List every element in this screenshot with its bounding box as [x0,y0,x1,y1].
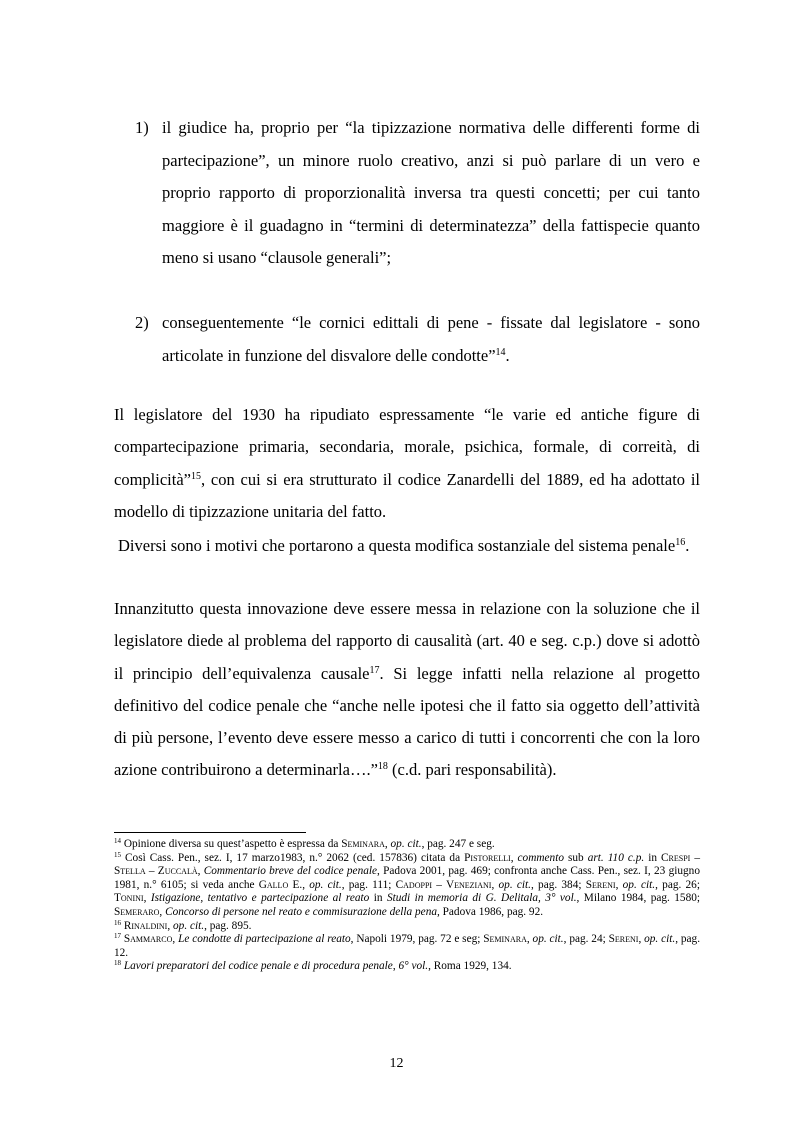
footnote-ref-17: 17 [369,664,380,676]
list-item-2 [135,307,700,372]
paragraph-1: Il legislatore del 1930 ha ripudiato espressamente “le varie ed antiche figure di compartecipazione primaria, secondaria, morale, psichica, formale, di correità, di complicità”$^{15}$, con cui si era strutturato il codice Zanardelli del 1889, ed ha adottato il modello di tipizzazione unitaria del fatto. [114,405,700,521]
footnote-17: $^{17}$ Sammarco, Le condotte di partecipazione al reato, Napoli 1979, pag. 72 e seg; Seminara, op. cit., pag. 24; Sereni, op. cit., pag. 12. [114,932,701,959]
list-number: 1) [135,118,149,137]
page-number: 12 [389,1056,404,1071]
footnote-ref-16: 16 [675,537,686,548]
footnote-ref-18: 18 [377,761,388,773]
footnote-18: $^{18}$ Lavori preparatori del codice penale e di procedura penale, 6° vol., Roma 1929, 134. [114,959,512,973]
footnote-15: $^{15}$ Così Cass. Pen., sez. I, 17 marzo1983, n.° 2062 (ced. 157836) citata da Pistorelli, commento sub art. 110 c.p. in Crespi – Stella – Zuccalà, Commentario breve del codice penale, Padova 2001, pag. 469; confronta anche Cass. Pen., sez. I, 23 giugno 1981, n.° 6105; si veda anche Gallo E., op. cit., pag. 111; Cadoppi – Veneziani, op. cit., pag. 384; Sereni, op. cit., pag. 26; Tonini, Istigazione, tentativo e partecipazione al reato in Studi in memoria di G. Delitala, 3° vol., Milano 1984, pag. 1580; Semeraro, Concorso di persone nel reato e commisurazione della pena, Padova 1986, pag. 92. [114,850,701,918]
list-text: conseguentemente “le cornici edittali di pene - fissate dal legislatore - sono articolate in funzione del disvalore delle condotte”$^{14}$. [162,313,700,365]
footnotes [114,838,700,974]
footnote-16: $^{16}$ Rinaldini, op. cit., pag. 895. [114,918,252,932]
list-number: 2) [135,313,149,332]
paragraph-2: Diversi sono i motivi che portarono a questa modifica sostanziale del sistema penale$^{16}$. [118,536,690,555]
footnote-separator [114,832,306,833]
footnote-ref-15: 15 [190,470,201,482]
list-item-1 [135,112,700,275]
footnote-14: $^{14}$ Opinione diversa su quest’aspetto è espressa da Seminara, op. cit., pag. 247 e seg. [114,837,495,850]
paragraph-3: Innanzitutto questa innovazione deve essere messa in relazione con la soluzione che il legislatore diede al problema del rapporto di causalità (art. 40 e seg. c.p.) dove si adottò il principio dell’equivalenza causale$^{17}$. Si legge infatti nella relazione al progetto definitivo del codice penale che “anche nelle ipotesi che il fatto sia oggetto dell’attività di più persone, l’evento deve essere messo a carico di tutti i concorrenti che con la loro azione contribuirono a determinarla….”$^{18}$ (c.d. pari responsabilità). [114,599,700,780]
footnote-ref-14: 14 [495,346,506,358]
list-text: il giudice ha, proprio per “la tipizzazione normativa delle differenti forme di partecipazione”, un minore ruolo creativo, anzi si può parlare di un vero e proprio rapporto di proporzionalità inversa tra questi concetti; per cui tanto maggiore è il guadagno in “termini di determinatezza” della fattispecie quanto meno si usano “clausole generali”; [162,118,700,267]
